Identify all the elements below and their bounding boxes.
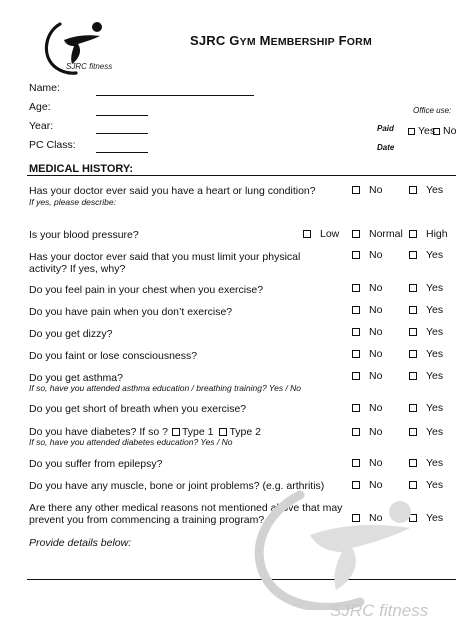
question-muscle-bone: Do you have any muscle, bone or joint problems? (e.g. arthritis) [29,480,325,492]
other-reasons-no[interactable]: No [352,512,382,524]
checkbox[interactable] [352,428,360,436]
question-asthma: Do you get asthma? [29,372,123,384]
checkbox[interactable] [352,306,360,314]
checkbox[interactable] [352,328,360,336]
checkbox[interactable] [409,186,417,194]
question-faint: Do you faint or lose consciousness? [29,350,198,362]
muscle-bone-no[interactable]: No [352,479,382,491]
paid-no-option[interactable]: No [433,125,456,137]
checkbox[interactable] [408,128,415,135]
question-pain-rest: Do you have pain when you don’t exercise? [29,306,233,318]
question-heart-lung: Has your doctor ever said you have a heart or lung condition? [29,185,316,197]
question-epilepsy: Do you suffer from epilepsy? [29,458,163,470]
section-divider [27,175,456,176]
checkbox[interactable] [409,251,417,259]
checkbox[interactable] [352,350,360,358]
paid-yes-option[interactable]: Yes [408,125,435,137]
muscle-bone-yes[interactable]: Yes [409,479,443,491]
diabetes-type2-label: Type 2 [229,426,261,438]
checkbox[interactable] [409,350,417,358]
checkbox[interactable] [352,186,360,194]
checkbox[interactable] [409,404,417,412]
question-diabetes-sub: If so, have you attended diabetes education? Yes / No [29,437,233,447]
dizzy-no[interactable]: No [352,326,382,338]
blood-pressure-high[interactable]: High [409,228,448,240]
question-blood-pressure: Is your blood pressure? [29,229,139,241]
section-title: MEDICAL HISTORY: [29,163,134,175]
question-asthma-sub: If so, have you attended asthma education / breathing training? Yes / No [29,383,302,393]
name-field[interactable] [96,95,254,96]
asthma-no[interactable]: No [352,370,382,382]
checkbox[interactable] [409,372,417,380]
checkbox[interactable] [409,459,417,467]
name-label: Name: [29,82,60,94]
date-label: Date [377,143,395,152]
limit-activity-yes[interactable]: Yes [409,249,443,261]
pain-rest-yes[interactable]: Yes [409,304,443,316]
diabetes-type1-checkbox[interactable] [172,428,180,436]
question-diabetes: Do you have diabetes? If so ? Type 1 Type 2 [29,426,261,438]
checkbox[interactable] [409,306,417,314]
checkbox[interactable] [409,481,417,489]
checkbox[interactable] [352,251,360,259]
chest-pain-yes[interactable]: Yes [409,282,443,294]
limit-activity-no[interactable]: No [352,249,382,261]
checkbox[interactable] [409,230,417,238]
year-label: Year: [29,120,54,132]
form-title: SJRC GYM MEMBERSHIP FORM [190,33,372,48]
heart-lung-no[interactable]: No [352,184,382,196]
checkbox[interactable] [352,459,360,467]
diabetes-yes[interactable]: Yes [409,426,443,438]
checkbox[interactable] [352,481,360,489]
question-chest-pain: Do you feel pain in your chest when you exercise? [29,284,264,296]
dizzy-yes[interactable]: Yes [409,326,443,338]
age-label: Age: [29,101,51,113]
logo-text: SJRC fitness [66,62,113,71]
checkbox[interactable] [352,404,360,412]
checkbox[interactable] [352,230,360,238]
faint-no[interactable]: No [352,348,382,360]
checkbox[interactable] [352,284,360,292]
other-reasons-yes[interactable]: Yes [409,512,443,524]
short-breath-yes[interactable]: Yes [409,402,443,414]
question-limit-activity: Has your doctor ever said that you must limit your physical activity? If yes, why? [29,251,301,275]
heart-lung-yes[interactable]: Yes [409,184,443,196]
diabetes-type1-label: Type 1 [181,426,214,438]
checkbox[interactable] [409,328,417,336]
question-heart-lung-sub: If yes, please describe: [29,197,116,207]
pain-rest-no[interactable]: No [352,304,382,316]
checkbox[interactable] [303,230,311,238]
watermark-text: SJRC fitness [330,601,429,620]
office-use-label: Office use: [413,106,452,115]
checkbox[interactable] [433,128,440,135]
chest-pain-no[interactable]: No [352,282,382,294]
blood-pressure-low[interactable]: Low [303,228,339,240]
blood-pressure-normal[interactable]: Normal [352,228,403,240]
question-dizzy: Do you get dizzy? [29,328,113,340]
question-short-breath: Do you get short of breath when you exercise? [29,403,247,415]
diabetes-no[interactable]: No [352,426,382,438]
watermark-logo [240,490,440,610]
epilepsy-yes[interactable]: Yes [409,457,443,469]
age-field[interactable] [96,115,148,116]
diabetes-type2-checkbox[interactable] [219,428,227,436]
pc-class-label: PC Class: [29,139,76,151]
faint-yes[interactable]: Yes [409,348,443,360]
epilepsy-no[interactable]: No [352,457,382,469]
short-breath-no[interactable]: No [352,402,382,414]
provide-details-label: Provide details below: [29,537,132,549]
checkbox[interactable] [409,284,417,292]
year-field[interactable] [96,133,148,134]
checkbox[interactable] [352,372,360,380]
question-other-reasons: Are there any other medical reasons not mentioned above that may prevent you from commencing a training program? [29,502,343,526]
paid-label: Paid [377,124,394,133]
pc-class-field[interactable] [96,152,148,153]
checkbox[interactable] [409,428,417,436]
asthma-yes[interactable]: Yes [409,370,443,382]
